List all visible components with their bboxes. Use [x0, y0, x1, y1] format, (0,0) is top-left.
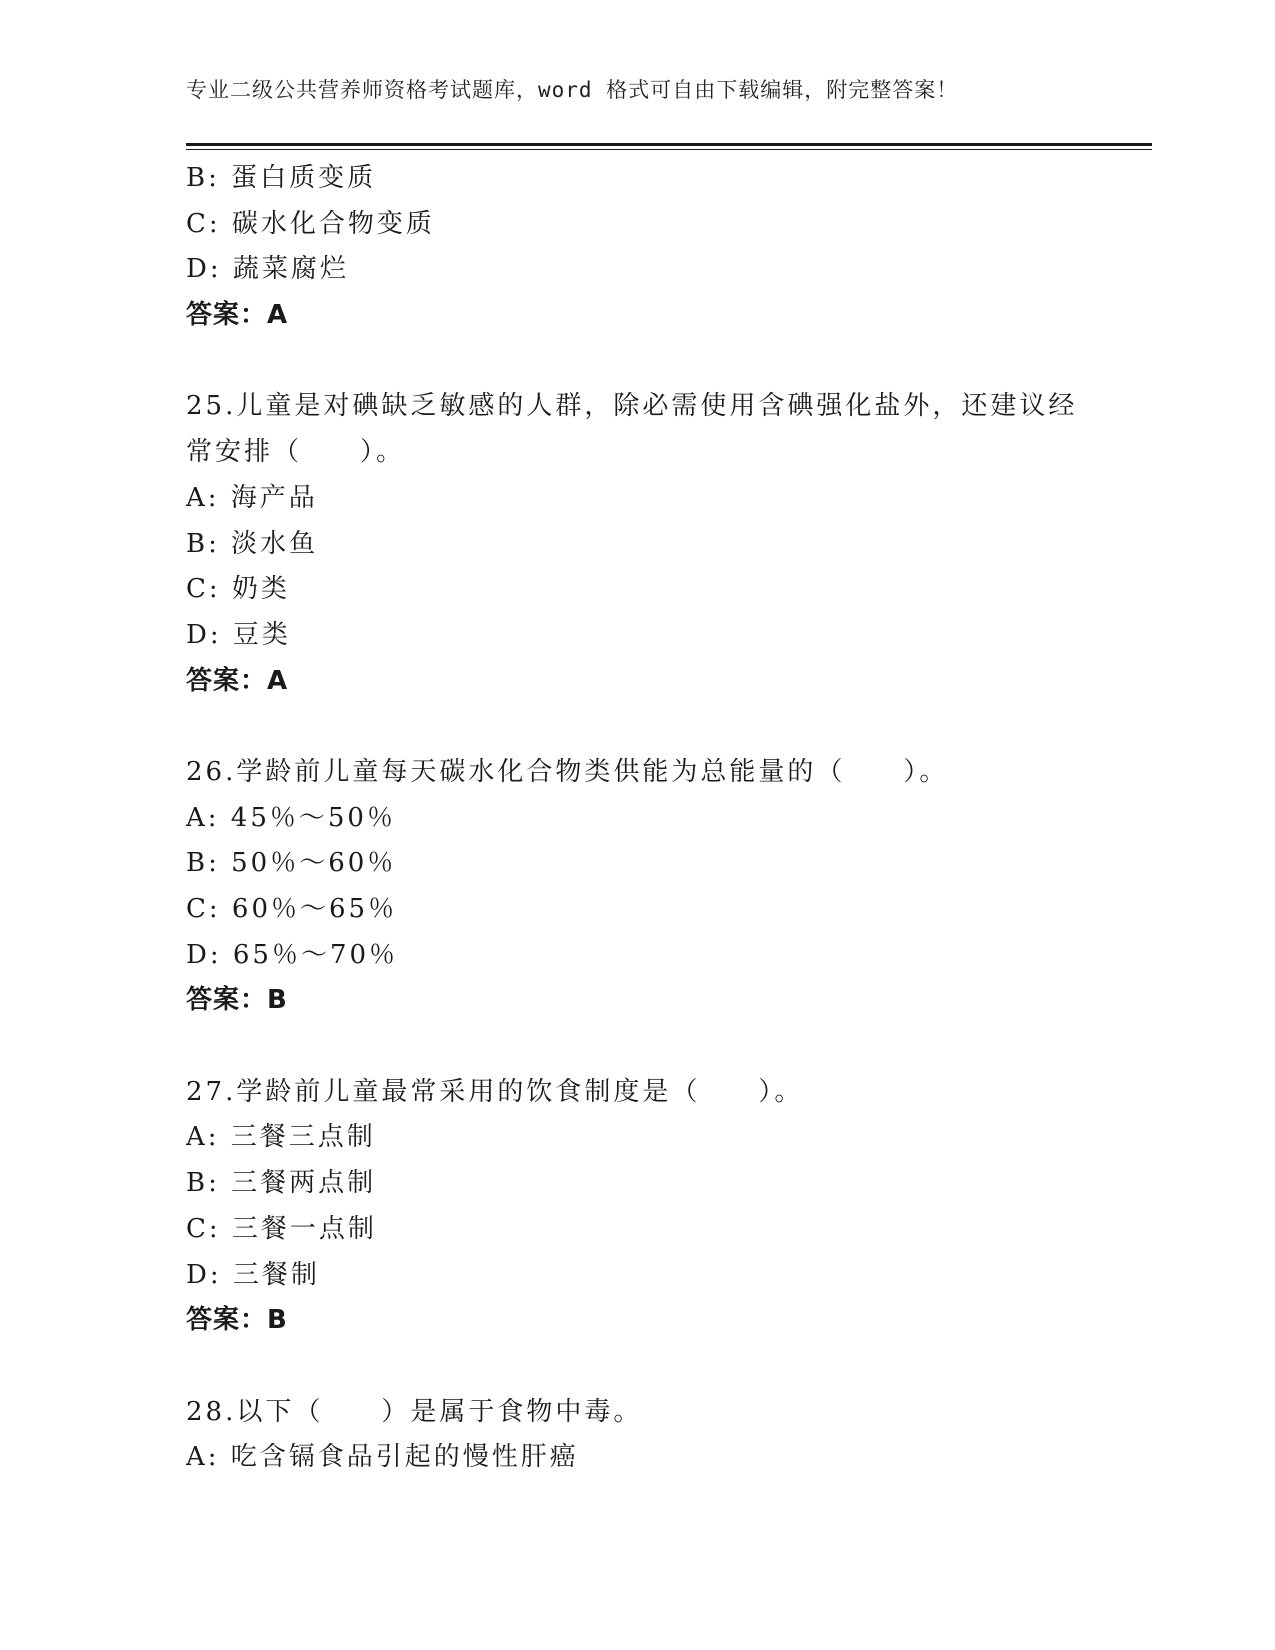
option-c: C: 碳水化合物变质 — [186, 208, 435, 239]
option-a: A: 45％～50％ — [186, 802, 396, 833]
option-b: B: 蛋白质变质 — [186, 163, 377, 193]
question-27-stem: 27.学龄前儿童最常采用的饮食制度是（ ）。 — [186, 1076, 804, 1107]
option-d: D: 三餐制 — [186, 1259, 320, 1290]
answer: 答案：A — [186, 300, 289, 331]
header-rule-thick — [186, 143, 1152, 146]
answer: 答案：B — [186, 985, 288, 1016]
spacer — [186, 1024, 1152, 1070]
question-25-stem: 25.儿童是对碘缺乏敏感的人群，除必需使用含碘强化盐外，还建议经 — [186, 391, 1078, 422]
option-c: C: 三餐一点制 — [186, 1213, 377, 1244]
question-28-stem: 28.以下（ ）是属于食物中毒。 — [186, 1396, 643, 1427]
option-a: A: 海产品 — [186, 482, 318, 513]
option-a: A: 吃含镉食品引起的慢性肝癌 — [186, 1442, 579, 1473]
option-b: B: 三餐两点制 — [186, 1168, 377, 1199]
answer: 答案：B — [186, 1305, 288, 1336]
spacer — [186, 1344, 1152, 1390]
option-d: D: 蔬菜腐烂 — [186, 254, 349, 285]
page-header: 专业二级公共营养师资格考试题库，word 格式可自由下载编辑，附完整答案！ — [186, 78, 959, 102]
option-b: B: 50％～60％ — [186, 848, 397, 879]
header-rule-thin — [186, 149, 1152, 150]
question-26-stem: 26.学龄前儿童每天碳水化合物类供能为总能量的（ ）。 — [186, 756, 949, 787]
option-d: D: 豆类 — [186, 619, 291, 650]
option-b: B: 淡水鱼 — [186, 528, 319, 559]
spacer — [186, 339, 1152, 385]
option-d: D: 65％～70％ — [186, 939, 399, 970]
option-c: C: 奶类 — [186, 574, 290, 605]
answer: 答案：A — [186, 665, 289, 696]
question-list — [186, 156, 1152, 1481]
option-a: A: 三餐三点制 — [186, 1122, 376, 1153]
option-c: C: 60％～65％ — [186, 894, 398, 924]
question-25-stem-cont: 常安排（ ）。 — [186, 437, 406, 468]
spacer — [186, 704, 1152, 750]
